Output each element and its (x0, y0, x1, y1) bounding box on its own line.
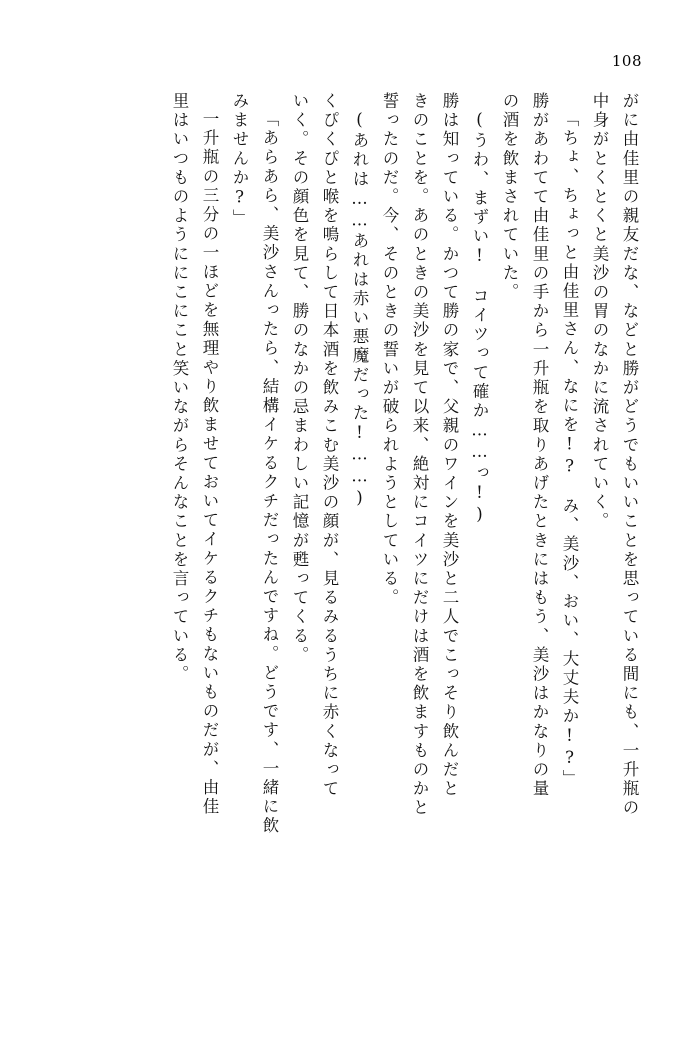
text-line: 「あらあら、美沙さんったら、結構イケるクチだったんですね。どうです、一緒に飲 (260, 110, 279, 836)
text-line: みませんか?」 (230, 92, 249, 229)
text-line: きのことを。あのときの美沙を見て以来、絶対にコイツにだけは酒を飲ますものかと (410, 92, 429, 818)
text-line: 誓ったのだ。今、そのときの誓いが破られようとしている。 (380, 92, 399, 608)
text-line: (うわ、まずい! コイツって確か……っ!) (470, 110, 489, 527)
text-line: 勝は知っている。かつて勝の家で、父親のワインを美沙と二人でこっそり飲んだと (440, 92, 459, 799)
text-line: 里はいつものようににこにこと笑いながらそんなことを言っている。 (170, 92, 189, 685)
text-line: くぴくぴと喉を鳴らして日本酒を飲みこむ美沙の顔が、見るみるうちに赤くなって (320, 92, 339, 799)
text-line: (あれは……あれは赤い悪魔だった!……) (350, 110, 369, 510)
text-line: 一升瓶の三分の一ほどを無理やり飲ませておいてイケるクチもないものだが、由佳 (200, 110, 219, 817)
text-line: がに由佳里の親友だな、などと勝がどうでもいいことを思っている間にも、一升瓶の (620, 92, 639, 818)
vertical-text-body (56, 92, 644, 988)
text-line: の酒を飲まされていた。 (500, 92, 519, 303)
text-line: いく。その顔色を見て、勝のなかの忌まわしい記憶が甦ってくる。 (290, 92, 309, 665)
text-line: 「ちょ、ちょっと由佳里さん、なにを!? み、美沙、おい、大丈夫か!?」 (560, 110, 579, 789)
text-line: 中身がとくとくと美沙の胃のなかに流されていく。 (590, 92, 609, 532)
page-number: 108 (611, 52, 642, 70)
text-line: 勝があわてて由佳里の手から一升瓶を取りあげたときにはもう、美沙はかなりの量 (530, 92, 549, 799)
